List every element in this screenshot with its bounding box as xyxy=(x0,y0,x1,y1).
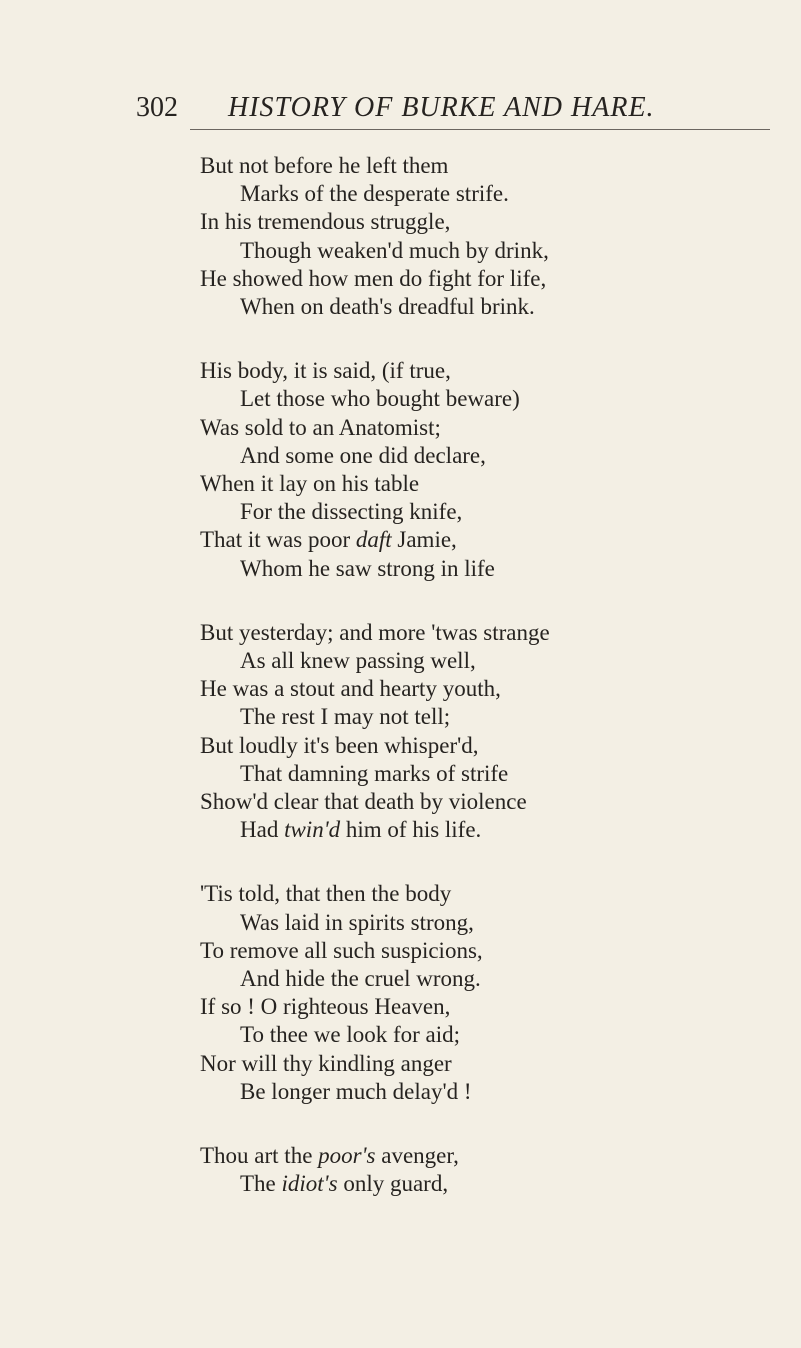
poem-line xyxy=(200,1170,760,1198)
poem-line: Show'd clear that death by violence xyxy=(200,789,527,815)
poem-line: 'Tis told, that then the body xyxy=(200,881,452,907)
poem-line: Whom he saw strong in life xyxy=(240,555,495,581)
poem-line xyxy=(200,1142,760,1170)
poem-line: For the dissecting knife, xyxy=(240,499,463,525)
stanza xyxy=(200,880,760,1106)
line-text: only guard, xyxy=(337,1171,449,1197)
italic-word: idiot's xyxy=(281,1171,338,1197)
header-rule xyxy=(190,129,770,130)
poem-line: But yesterday; and more 'twas strange xyxy=(200,619,550,645)
line-text: Had xyxy=(240,817,285,843)
running-title: HISTORY OF BURKE AND HARE. xyxy=(228,92,655,123)
stanza xyxy=(200,152,760,321)
poem-line: He showed how men do fight for life, xyxy=(200,265,547,291)
line-text: him of his life. xyxy=(340,817,482,843)
poem-line xyxy=(200,526,760,554)
poem-line: In his tremendous struggle, xyxy=(200,209,451,235)
italic-word: twin'd xyxy=(284,817,341,843)
poem-line: To thee we look for aid; xyxy=(240,1022,461,1048)
poem-line: But loudly it's been whisper'd, xyxy=(200,732,479,758)
poem xyxy=(200,152,760,1235)
italic-word: daft xyxy=(355,527,392,553)
poem-line: When on death's dreadful brink. xyxy=(240,294,535,320)
poem-line: Nor will thy kindling anger xyxy=(200,1050,452,1076)
poem-line: As all knew passing well, xyxy=(240,648,476,674)
poem-line: If so ! O righteous Heaven, xyxy=(200,994,451,1020)
poem-line: And some one did declare, xyxy=(240,442,486,468)
poem-line: The rest I may not tell; xyxy=(240,704,451,730)
poem-line: But not before he left them xyxy=(200,153,449,178)
line-text: avenger, xyxy=(375,1143,459,1169)
poem-line: His body, it is said, (if true, xyxy=(200,358,451,384)
poem-line: Marks of the desperate strife. xyxy=(240,181,509,207)
poem-line: To remove all such suspicions, xyxy=(200,937,483,963)
line-text: Jamie, xyxy=(391,527,457,553)
stanza xyxy=(200,619,760,845)
poem-line: Was sold to an Anatomist; xyxy=(200,414,441,440)
line-text: That it was poor xyxy=(200,527,356,553)
poem-line: And hide the cruel wrong. xyxy=(240,966,481,992)
page-number: 302 xyxy=(136,92,178,123)
poem-line: He was a stout and hearty youth, xyxy=(200,676,501,702)
stanza xyxy=(200,1142,760,1198)
italic-word: poor's xyxy=(318,1143,376,1169)
poem-line: Be longer much delay'd ! xyxy=(240,1078,472,1104)
stanza xyxy=(200,357,760,583)
poem-line: Was laid in spirits strong, xyxy=(240,909,474,935)
poem-line: Though weaken'd much by drink, xyxy=(240,237,549,263)
poem-line xyxy=(200,816,760,844)
line-text: Thou art the xyxy=(200,1143,319,1169)
poem-line: When it lay on his table xyxy=(200,471,420,497)
poem-line: That damning marks of strife xyxy=(240,760,509,786)
line-text: The xyxy=(240,1171,282,1197)
poem-line: Let those who bought beware) xyxy=(240,386,520,412)
